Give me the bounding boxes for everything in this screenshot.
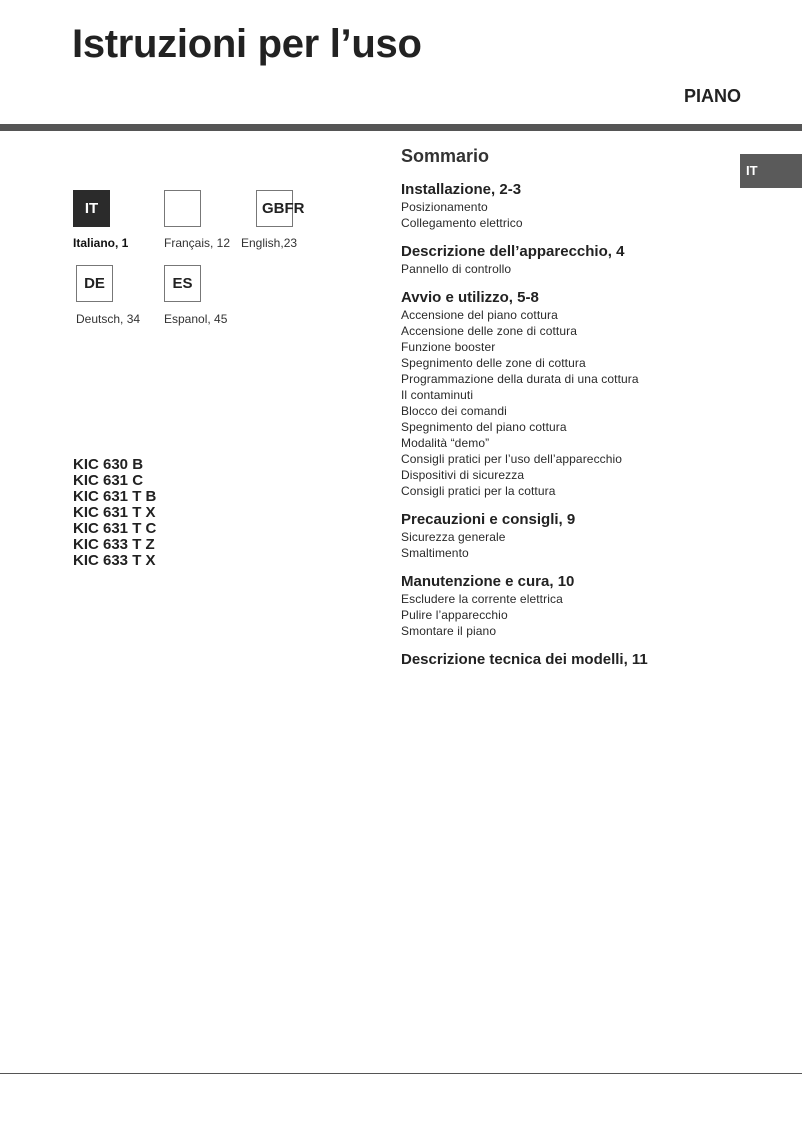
toc-heading: Sommario (401, 146, 490, 166)
toc-section-title[interactable]: Installazione, 2-3 (401, 181, 522, 198)
lang-box-de[interactable]: DE (76, 265, 113, 302)
toc-item[interactable]: Spegnimento del piano cottura (401, 420, 567, 434)
toc-item[interactable]: Consigli pratici per l’uso dell’apparecchio (401, 452, 623, 466)
toc-section-descrizione (401, 243, 731, 277)
model-item: KIC 631 T C (73, 520, 157, 537)
toc-item[interactable]: Il contaminuti (401, 388, 474, 402)
toc-item[interactable]: Programmazione della durata di una cottura (401, 372, 639, 386)
toc-item[interactable]: Pulire l’apparecchio (401, 608, 508, 622)
toc-item[interactable]: Blocco dei comandi (401, 404, 507, 418)
toc-section-title[interactable]: Descrizione dell’apparecchio, 4 (401, 243, 625, 260)
model-item: KIC 631 C (73, 472, 144, 489)
toc-item[interactable]: Accensione del piano cottura (401, 308, 558, 322)
toc-section-title[interactable]: Manutenzione e cura, 10 (401, 573, 575, 590)
toc-item[interactable]: Collegamento elettrico (401, 216, 523, 230)
model-item: KIC 630 B (73, 456, 144, 473)
toc-item[interactable]: Smontare il piano (401, 624, 497, 638)
toc-item[interactable]: Funzione booster (401, 340, 496, 354)
toc-item[interactable]: Smaltimento (401, 546, 469, 560)
model-item: KIC 633 T X (73, 552, 156, 569)
language-side-tab[interactable]: IT (740, 154, 802, 188)
top-divider (0, 124, 802, 131)
toc-section-installazione (401, 181, 731, 231)
model-item: KIC 631 T B (73, 488, 157, 505)
toc-item[interactable]: Spegnimento delle zone di cottura (401, 356, 586, 370)
product-label: PIANO (683, 86, 741, 106)
lang-box-es[interactable]: ES (164, 265, 201, 302)
table-of-contents (401, 146, 731, 681)
toc-section-precauzioni (401, 511, 731, 561)
lang-box-fr[interactable] (164, 190, 201, 227)
lang-box-it[interactable]: IT (73, 190, 110, 227)
toc-item[interactable]: Consigli pratici per la cottura (401, 484, 556, 498)
model-item: KIC 633 T Z (73, 536, 155, 553)
toc-section-manutenzione (401, 573, 731, 639)
lang-box-gb[interactable] (256, 190, 305, 227)
bottom-divider (0, 1073, 802, 1074)
toc-item[interactable]: Sicurezza generale (401, 530, 506, 544)
lang-caption-fr[interactable]: Français, 12 (164, 236, 231, 250)
toc-section-descrizione-tecnica (401, 651, 731, 669)
page-title: Istruzioni per l’uso (72, 22, 422, 66)
toc-item[interactable]: Accensione delle zone di cottura (401, 324, 577, 338)
lang-caption-es[interactable]: Espanol, 45 (164, 312, 228, 326)
toc-item[interactable]: Modalità “demo” (401, 436, 490, 450)
toc-item[interactable]: Dispositivi di sicurezza (401, 468, 525, 482)
model-list (73, 457, 156, 569)
toc-section-avvio (401, 289, 731, 499)
lang-caption-it[interactable]: Italiano, 1 (73, 236, 129, 250)
model-item: KIC 631 T X (73, 504, 156, 521)
toc-section-title[interactable]: Descrizione tecnica dei modelli, 11 (401, 651, 648, 668)
toc-section-title[interactable]: Precauzioni e consigli, 9 (401, 511, 576, 528)
toc-item[interactable]: Pannello di controllo (401, 262, 512, 276)
toc-item[interactable]: Escludere la corrente elettrica (401, 592, 563, 606)
lang-code-gb: GBFR (262, 200, 305, 217)
lang-caption-gb[interactable]: English,23 (241, 236, 298, 250)
lang-caption-de[interactable]: Deutsch, 34 (76, 312, 141, 326)
toc-item[interactable]: Posizionamento (401, 200, 488, 214)
toc-section-title[interactable]: Avvio e utilizzo, 5-8 (401, 289, 539, 306)
